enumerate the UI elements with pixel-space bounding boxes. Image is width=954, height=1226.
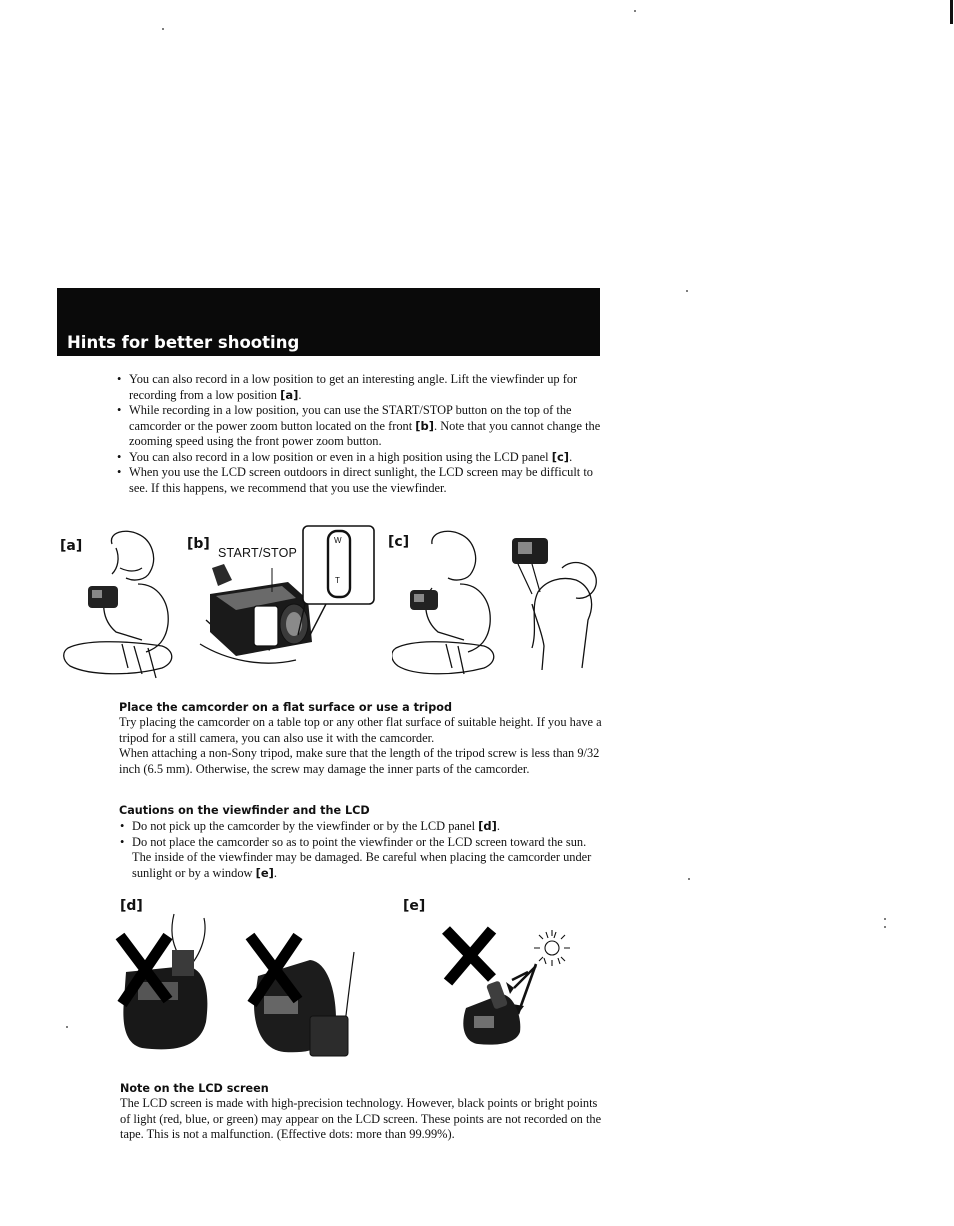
zoom-w-label: W bbox=[334, 536, 342, 545]
list-item bbox=[117, 403, 602, 450]
illustration-do-not-hold-by-viewfinder-lcd bbox=[114, 912, 374, 1062]
illustration-do-not-point-at-sun bbox=[440, 912, 610, 1046]
figure-label-c: [c] bbox=[388, 534, 410, 550]
tripod-paragraph-1: Try placing the camcorder on a table top or any other flat surface of suitable height. If you have a tripod for a still camera, you can also use it with the camcorder. bbox=[119, 715, 602, 745]
tripod-heading: Place the camcorder on a flat surface or use a tripod bbox=[119, 701, 452, 714]
scan-speck bbox=[162, 28, 164, 30]
list-item bbox=[117, 450, 602, 466]
list-item bbox=[120, 835, 604, 882]
bullet-text: You can also record in a low position or even in a high position using the LCD panel bbox=[129, 449, 552, 464]
illustration-lcd-high-low-position bbox=[392, 528, 602, 680]
figure-ref: [c] bbox=[551, 449, 570, 464]
bullet-tail: . bbox=[273, 865, 277, 880]
intro-bullet-list bbox=[117, 372, 602, 496]
illustration-low-position-viewfinder bbox=[62, 528, 184, 680]
scan-speck bbox=[884, 918, 886, 920]
start-stop-callout: START/STOP bbox=[218, 546, 298, 560]
bullet-tail: . Note that you cannot change the zooming speed using the front power zoom button. bbox=[129, 418, 601, 448]
bullet-text: While recording in a low position, you can use the START/STOP button on the top of the camcorder or the power zoom button located on the front bbox=[129, 403, 572, 433]
lcd-note-text-block bbox=[120, 1096, 605, 1143]
figure-label-d: [d] bbox=[120, 898, 143, 914]
list-item bbox=[120, 819, 604, 835]
tripod-paragraph-2: When attaching a non-Sony tripod, make sure that the length of the tripod screw is less than 9/32 inch (6.5 mm). Otherwise, the screw may damage the inner parts of the camcorder. bbox=[119, 746, 600, 776]
zoom-t-label: T bbox=[335, 576, 341, 585]
cautions-bullet-list bbox=[120, 819, 604, 881]
figure-label-b: [b] bbox=[187, 536, 210, 552]
page-edge-mark bbox=[950, 0, 953, 24]
scan-speck bbox=[66, 1026, 68, 1028]
figure-ref: [d] bbox=[478, 819, 497, 833]
list-item bbox=[117, 465, 602, 496]
list-item bbox=[117, 372, 602, 403]
intro-bullet-list-block bbox=[117, 372, 602, 496]
cautions-heading: Cautions on the viewfinder and the LCD bbox=[119, 804, 370, 817]
lcd-note-paragraph: The LCD screen is made with high-precision technology. However, black points or bright points of light (red, blue, or green) may appear on the LCD screen. These points are not recorded on the tape. This is not a malfunction. (Effective dots: more than 99.99%). bbox=[120, 1096, 602, 1141]
tripod-text-block bbox=[119, 715, 604, 777]
section-title: Hints for better shooting bbox=[67, 333, 300, 352]
scan-speck bbox=[686, 290, 688, 292]
scan-speck bbox=[688, 878, 690, 880]
figure-ref: [e] bbox=[255, 865, 274, 880]
scan-speck bbox=[634, 10, 636, 12]
figure-ref: [b] bbox=[415, 418, 435, 433]
scan-speck bbox=[884, 926, 886, 928]
cautions-bullet-list-block bbox=[120, 819, 604, 881]
bullet-text: Do not place the camcorder so as to point the viewfinder or the LCD screen toward the sun. The inside of the viewfinder may be damaged. Be careful when placing the camcorder under sunlight or by a window bbox=[132, 834, 592, 880]
bullet-tail: . bbox=[298, 387, 302, 402]
bullet-text: When you use the LCD screen outdoors in direct sunlight, the LCD screen may be difficult to see. If this happens, we recommend that you use the viewfinder. bbox=[129, 465, 593, 495]
lcd-note-heading: Note on the LCD screen bbox=[120, 1082, 269, 1095]
bullet-tail: . bbox=[496, 819, 501, 833]
bullet-tail: . bbox=[569, 449, 573, 464]
section-header-bar bbox=[57, 288, 600, 356]
bullet-text: You can also record in a low position to get an interesting angle. Lift the viewfinder up for recording from a low position bbox=[129, 372, 578, 402]
figure-label-a: [a] bbox=[60, 538, 83, 554]
figure-label-e: [e] bbox=[403, 898, 426, 914]
bullet-text: Do not pick up the camcorder by the viewfinder or by the LCD panel bbox=[132, 819, 479, 833]
figure-ref: [a] bbox=[280, 387, 299, 402]
